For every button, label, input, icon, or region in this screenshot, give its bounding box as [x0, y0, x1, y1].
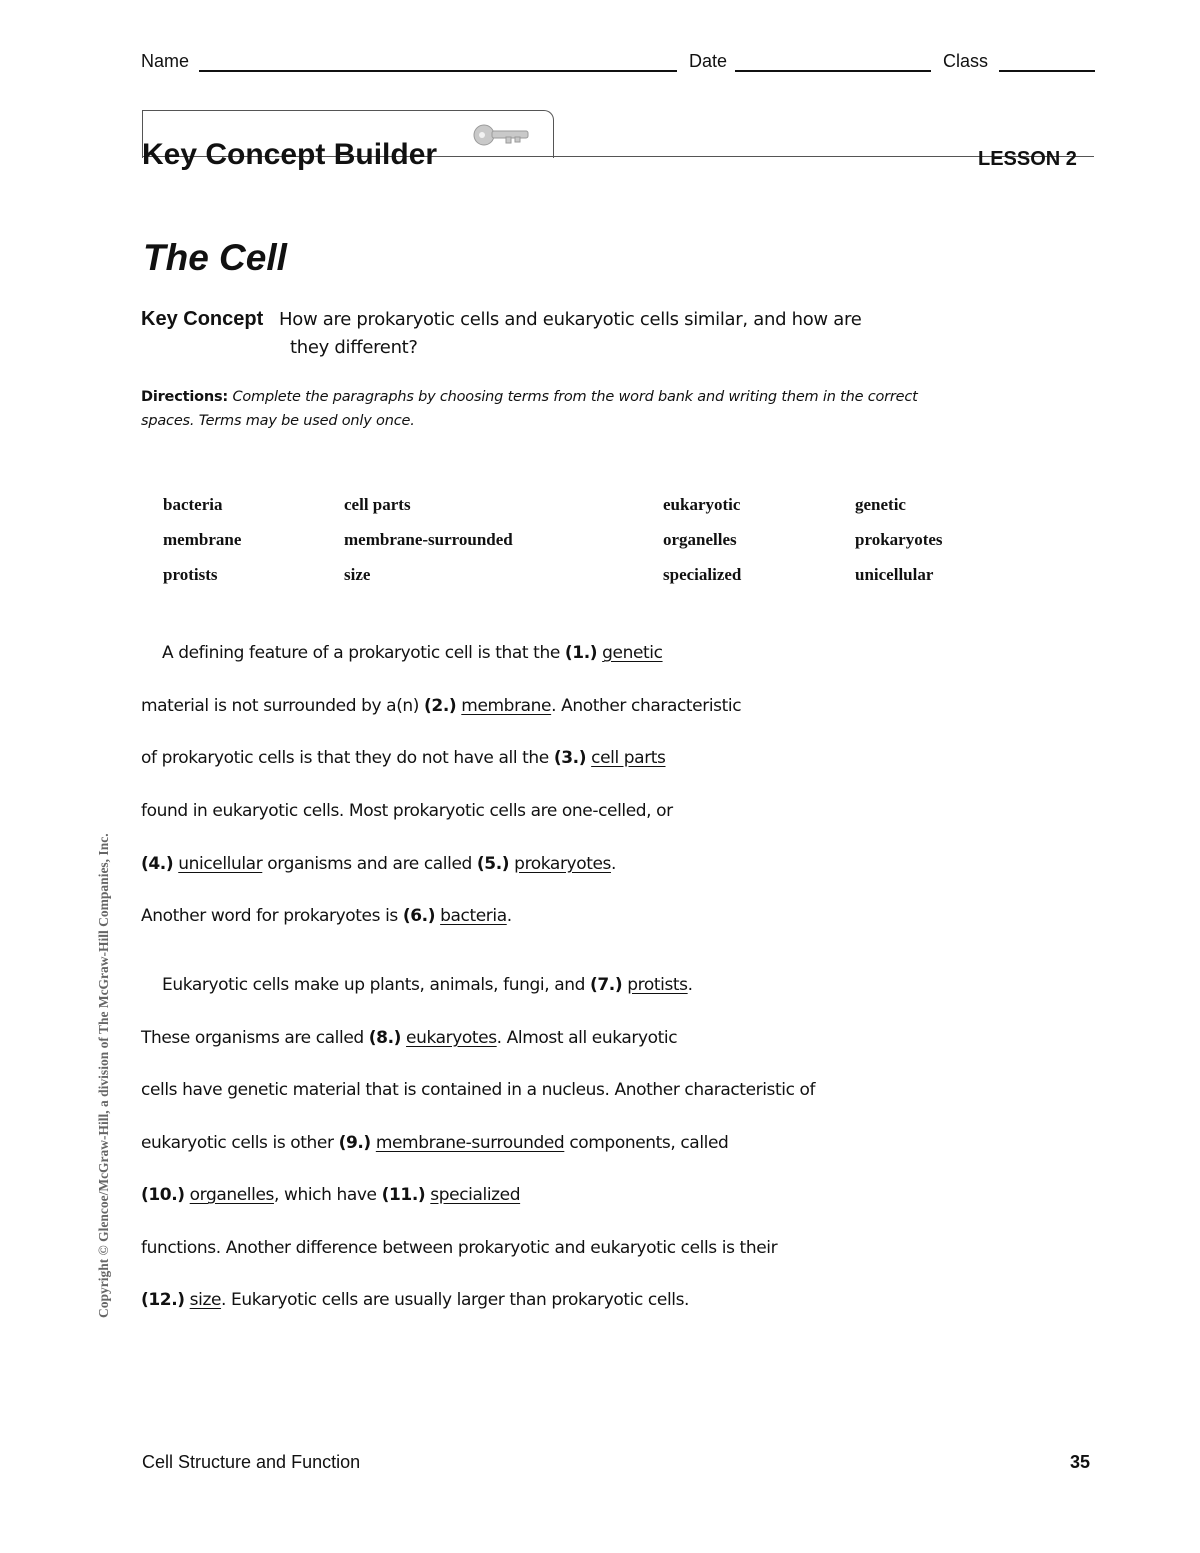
key-concept-question-line2: they different?	[290, 337, 418, 358]
word-bank-term: eukaryotic	[663, 495, 741, 514]
answer-blank[interactable]: membrane	[461, 696, 552, 716]
word-bank-term: unicellular	[855, 565, 934, 584]
word-bank-term: protists	[163, 565, 218, 584]
text: eukaryotic cells is other	[141, 1133, 339, 1153]
text: Another word for prokaryotes is	[141, 906, 403, 926]
name-label: Name	[141, 51, 190, 71]
directions-line2	[141, 413, 415, 429]
text: material is not surrounded by a(n)	[141, 696, 425, 716]
name-field[interactable]	[199, 50, 677, 72]
paragraph-line	[141, 1133, 728, 1153]
paragraph-line	[141, 854, 616, 874]
word-bank-term: size	[344, 565, 371, 584]
blank-number: (3.)	[553, 748, 587, 768]
answer-blank[interactable]: eukaryotes	[406, 1028, 497, 1048]
banner-title: Key Concept Builder	[142, 138, 438, 171]
blank-number: (4.)	[141, 854, 174, 874]
answer-blank[interactable]: prokaryotes	[514, 854, 611, 874]
class-label: Class	[943, 51, 989, 71]
key-concept-label: Key Concept	[141, 308, 264, 330]
word-bank-term: organelles	[663, 530, 737, 549]
word-bank-term: prokaryotes	[855, 530, 943, 549]
paragraph-line	[162, 643, 663, 663]
blank-number: (11.)	[381, 1185, 426, 1205]
text: .	[610, 854, 616, 874]
directions-label: Directions:	[141, 389, 229, 405]
word-bank-term: membrane-surrounded	[344, 530, 513, 549]
text: organisms and are called	[262, 854, 477, 874]
paragraph-line	[141, 748, 666, 768]
text: Eukaryotic cells make up plants, animals, fungi, and	[162, 975, 590, 995]
blank-number: (8.)	[368, 1028, 402, 1048]
paragraph-line	[141, 696, 741, 716]
paragraph-line	[141, 1185, 520, 1205]
paragraph-line	[141, 1028, 677, 1048]
text: , which have	[273, 1185, 382, 1205]
blank-number: (6.)	[402, 906, 436, 926]
answer-blank[interactable]: specialized	[430, 1185, 521, 1205]
blank-number: (5.)	[476, 854, 510, 874]
word-bank-term: genetic	[855, 495, 906, 514]
paragraph-line	[141, 1290, 689, 1310]
key-icon	[472, 121, 532, 151]
answer-blank[interactable]: size	[189, 1290, 222, 1310]
key-concept-question-line1: How are prokaryotic cells and eukaryotic cells similar, and how are	[279, 309, 862, 330]
text: of prokaryotic cells is that they do not have all the	[141, 748, 554, 768]
text: .	[687, 975, 693, 995]
blank-number: (12.)	[141, 1290, 185, 1310]
answer-blank[interactable]: organelles	[189, 1185, 274, 1205]
text: These organisms are called	[141, 1028, 369, 1048]
answer-blank[interactable]: protists	[627, 975, 688, 995]
date-field[interactable]	[735, 50, 931, 72]
paragraph-line	[162, 975, 693, 995]
blank-number: (10.)	[141, 1185, 185, 1205]
class-field[interactable]	[999, 50, 1095, 72]
answer-blank[interactable]: cell parts	[591, 748, 666, 768]
blank-number: (2.)	[424, 696, 457, 716]
word-bank-term: bacteria	[163, 495, 223, 514]
page-number: 35	[1070, 1452, 1091, 1472]
text: . Another characteristic	[551, 696, 742, 716]
paragraph-line: found in eukaryotic cells. Most prokaryotic cells are one-celled, or	[141, 801, 673, 821]
date-label: Date	[689, 51, 728, 71]
directions-text-1: Complete the paragraphs by choosing terms from the word bank and writing them in the correct	[232, 389, 918, 405]
text: .	[506, 906, 512, 926]
paragraph-line	[141, 906, 512, 926]
paragraph-line: functions. Another difference between prokaryotic and eukaryotic cells is their	[141, 1238, 778, 1258]
text: components, called	[564, 1133, 729, 1153]
answer-blank[interactable]: unicellular	[178, 854, 263, 874]
directions-line1	[141, 389, 918, 405]
text: A defining feature of a prokaryotic cell is that the	[162, 643, 565, 663]
page-title: The Cell	[143, 237, 287, 278]
blank-number: (7.)	[590, 975, 623, 995]
text: . Eukaryotic cells are usually larger than prokaryotic cells.	[221, 1290, 690, 1310]
text: . Almost all eukaryotic	[496, 1028, 678, 1048]
paragraph-line: cells have genetic material that is contained in a nucleus. Another characteristic of	[141, 1080, 816, 1100]
word-bank-term: cell parts	[344, 495, 411, 514]
footer-chapter: Cell Structure and Function	[142, 1452, 361, 1472]
blank-number: (9.)	[338, 1133, 371, 1153]
blank-number: (1.)	[564, 643, 598, 663]
answer-blank[interactable]: genetic	[602, 643, 663, 663]
directions-text-2: spaces. Terms may be used only once.	[141, 413, 415, 429]
lesson-label: LESSON 2	[978, 148, 1077, 170]
word-bank-term: membrane	[163, 530, 242, 549]
copyright-notice: Copyright © Glencoe/McGraw-Hill, a division of The McGraw-Hill Companies, Inc.	[96, 833, 111, 1318]
answer-blank[interactable]: membrane-surrounded	[375, 1133, 565, 1153]
word-bank-term: specialized	[663, 565, 742, 584]
answer-blank[interactable]: bacteria	[440, 906, 507, 926]
